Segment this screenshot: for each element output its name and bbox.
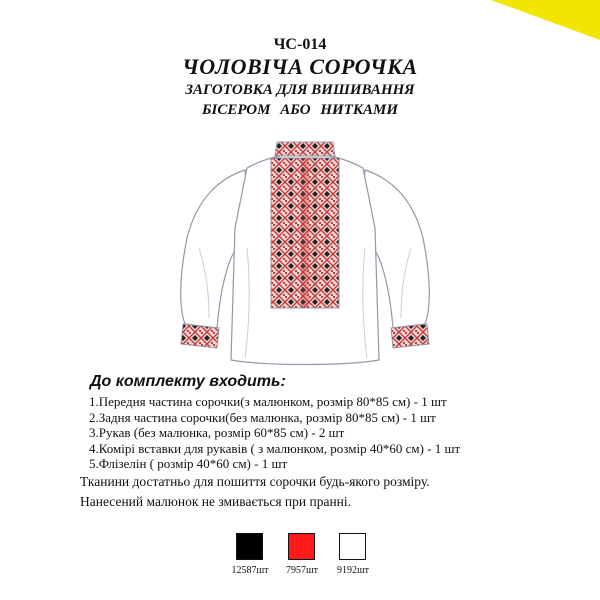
note-fabric-size: Тканини достатньо для пошиття сорочки будь-якого розміру. — [80, 474, 430, 489]
swatch-white — [339, 533, 366, 560]
swatch-red — [288, 533, 315, 560]
yellow-corner-decoration — [491, 0, 600, 40]
list-item: 4.Комірі вставки для рукавів ( з малюнком, розмір 40*60 см) - 1 шт — [89, 440, 461, 456]
right-cuff-embroidery — [391, 324, 429, 348]
swatch-red-label: 7957шт — [285, 565, 319, 576]
note-washable: Нанесений малюнок не змивається при пранні. — [80, 494, 352, 509]
kit-list — [89, 394, 460, 472]
product-subtitle-line2: БІСЕРОМ АБО НИТКАМИ — [201, 102, 399, 118]
swatch-black — [236, 533, 263, 560]
shirt-illustration — [165, 128, 445, 368]
list-item: 1.Передня частина сорочки(з малюнком, розмір 80*85 см) - 1 шт — [89, 394, 447, 409]
product-subtitle-line1: ЗАГОТОВКА ДЛЯ ВИШИВАННЯ — [185, 82, 415, 98]
list-item: 5.Флізелін ( розмір 40*60 см) - 1 шт — [89, 456, 288, 471]
swatch-black-label: 12587шт — [231, 565, 269, 576]
collar-embroidery — [275, 142, 335, 156]
left-cuff-embroidery — [181, 324, 219, 348]
product-code: ЧС-014 — [273, 36, 327, 53]
swatch-white-label: 9192шт — [336, 565, 370, 576]
list-item: 2.Задня частина сорочки(без малюнка, розмір 80*85 см) - 1 шт — [89, 409, 436, 425]
list-item: 3.Рукав (без малюнка, розмір 60*85 см) - 2 шт — [89, 425, 345, 440]
product-title: ЧОЛОВІЧА СОРОЧКА — [182, 54, 418, 79]
kit-title: До комплекту входить: — [90, 373, 286, 390]
